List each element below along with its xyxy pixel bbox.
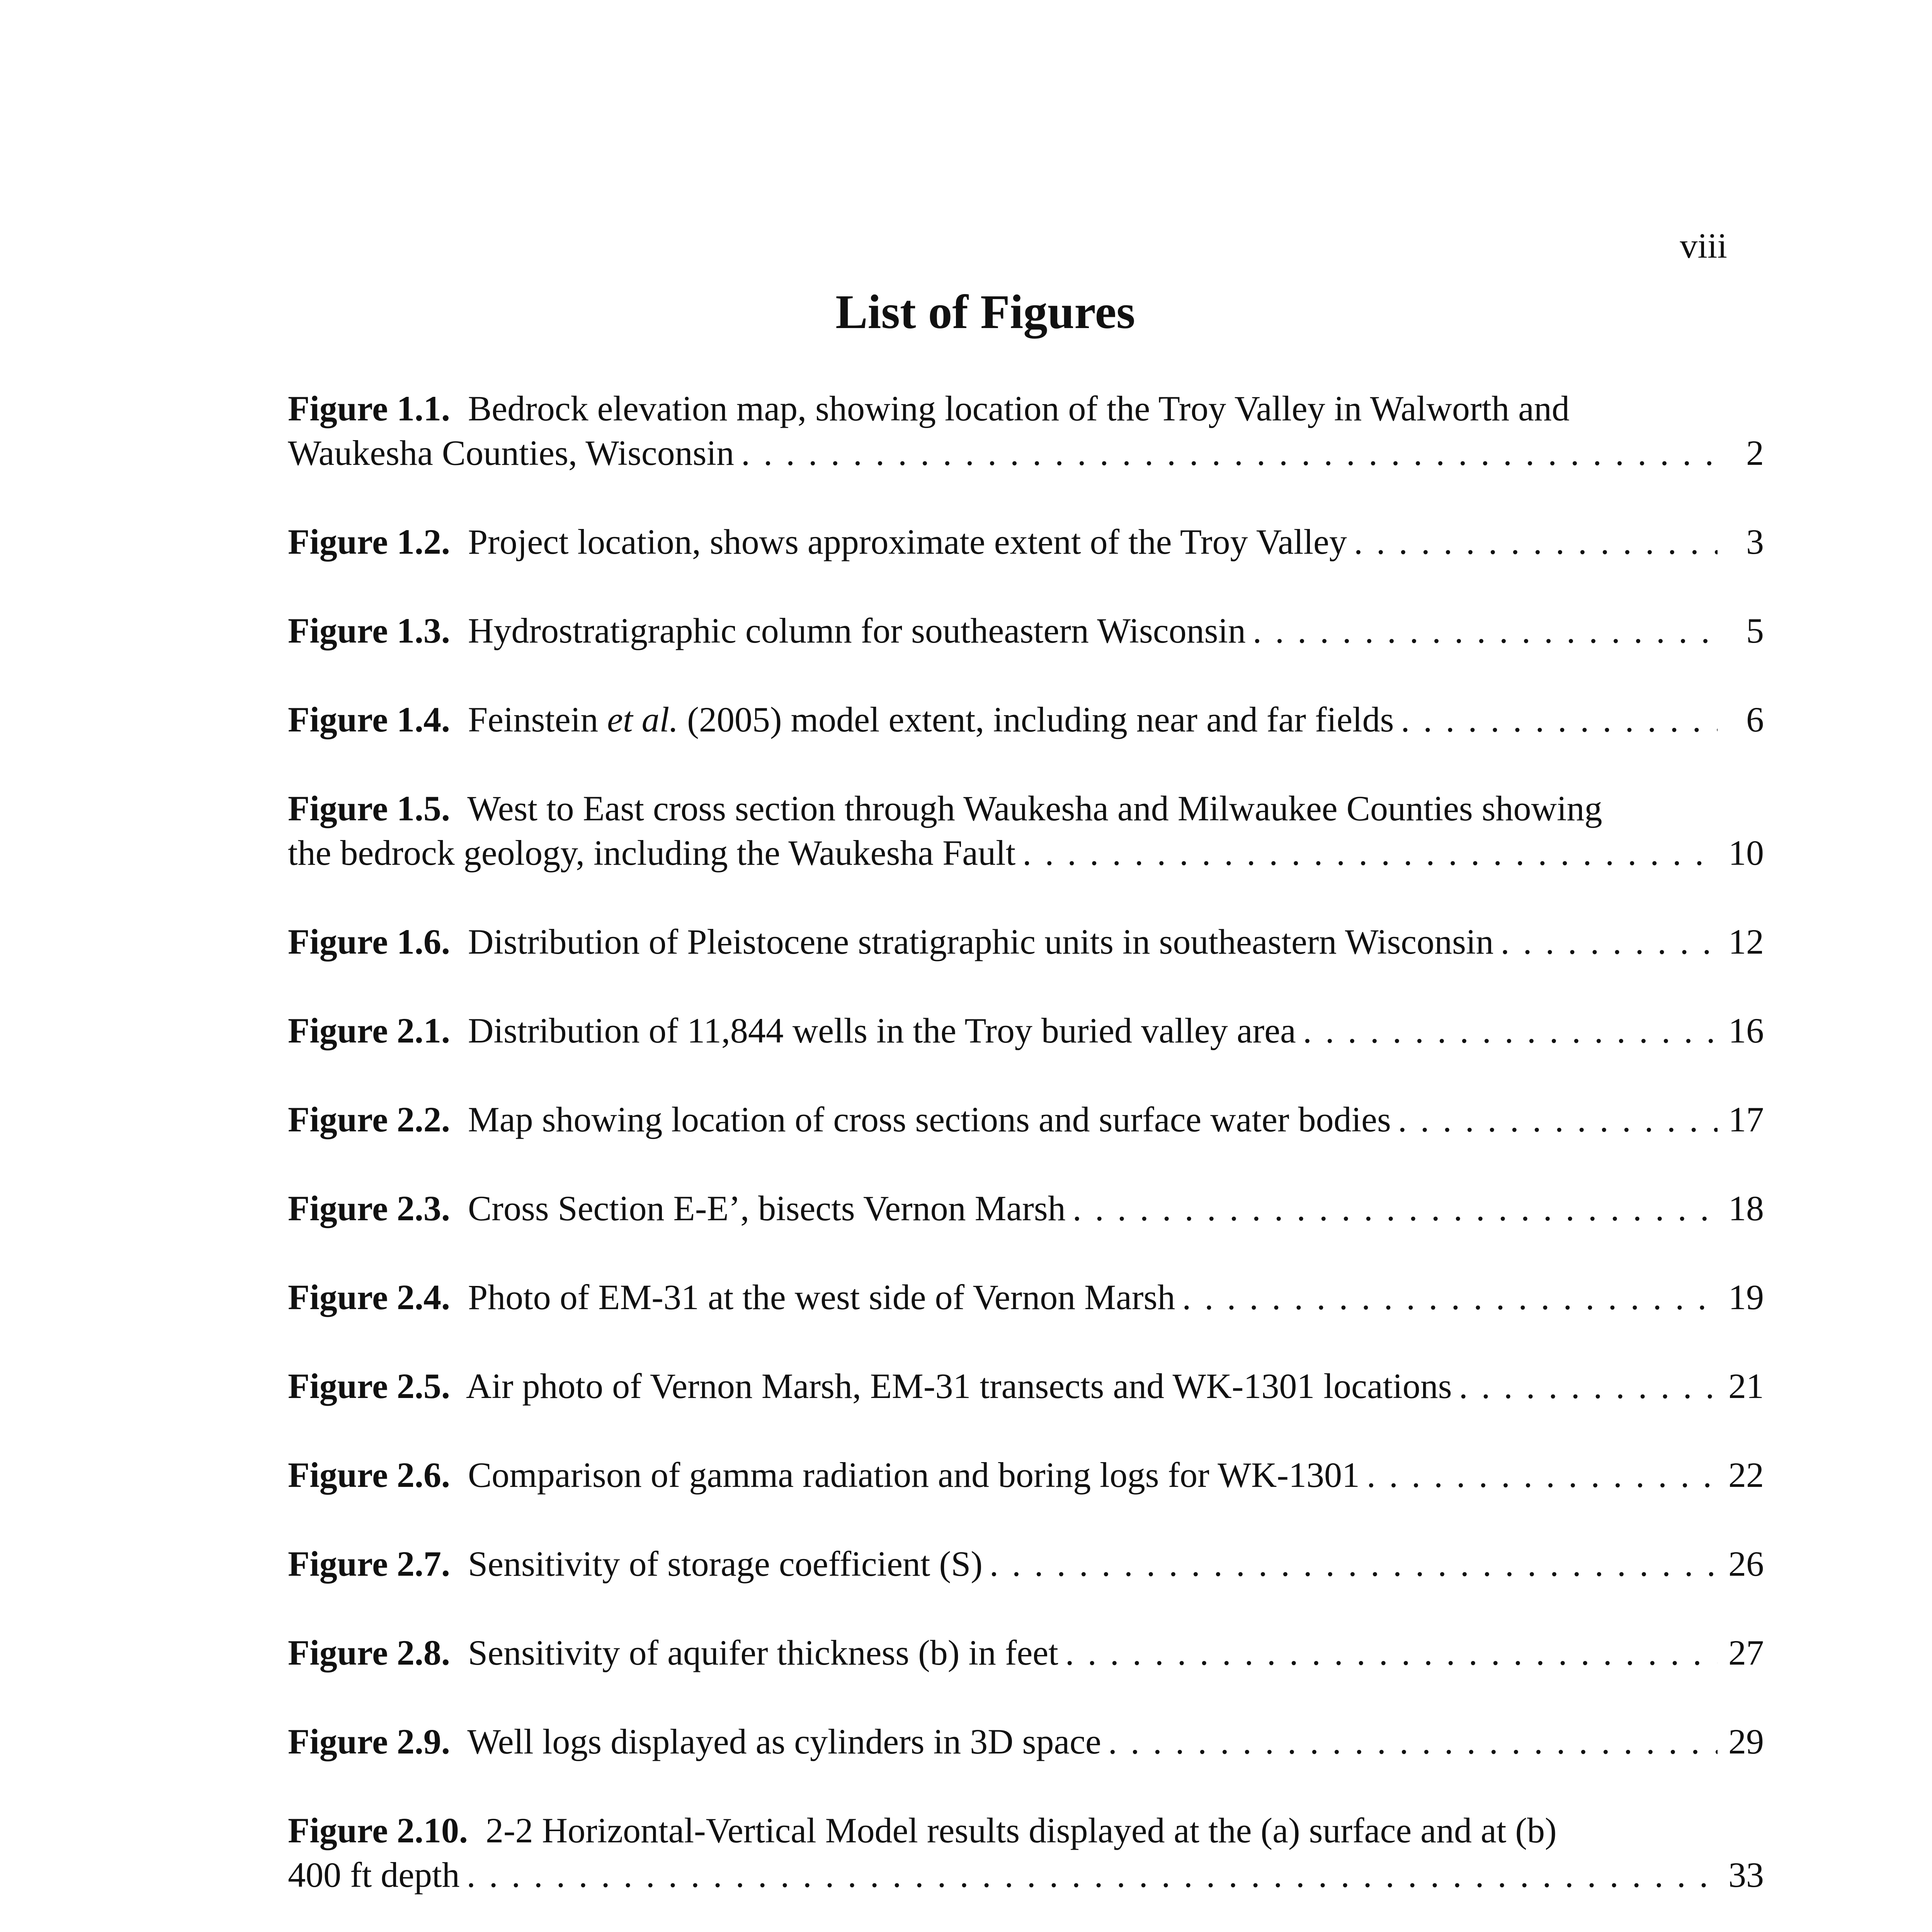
figure-caption: Map showing location of cross sections and surface water bodies bbox=[468, 1100, 1391, 1139]
figure-entry[interactable] bbox=[288, 1719, 1764, 1764]
dot-leader bbox=[1493, 920, 1718, 964]
dot-leader bbox=[1066, 1186, 1718, 1231]
figure-caption-line1: 2-2 Horizontal-Vertical Model results displayed at the (a) surface and at (b) bbox=[485, 1811, 1557, 1850]
figure-label: Figure 2.6. bbox=[288, 1455, 450, 1495]
dot-leader bbox=[983, 1542, 1718, 1586]
figure-label: Figure 2.10. bbox=[288, 1811, 468, 1850]
figure-entry-row bbox=[288, 1631, 1764, 1675]
figure-page-number: 18 bbox=[1728, 1189, 1764, 1228]
figure-entry-row bbox=[288, 1275, 1764, 1320]
figure-entry[interactable] bbox=[288, 1009, 1764, 1053]
figure-entry[interactable] bbox=[288, 1631, 1764, 1675]
dot-leader bbox=[1015, 831, 1718, 875]
figure-caption: Comparison of gamma radiation and boring logs for WK-1301 bbox=[468, 1455, 1360, 1495]
figure-label: Figure 1.2. bbox=[288, 522, 450, 561]
figure-caption: Project location, shows approximate extent of the Troy Valley bbox=[468, 522, 1347, 561]
figure-caption: Sensitivity of storage coefficient (S) bbox=[468, 1544, 983, 1583]
figure-label: Figure 2.2. bbox=[288, 1100, 450, 1139]
figure-caption-line2: Waukesha Counties, Wisconsin bbox=[288, 433, 734, 473]
figure-caption-italic: et al. bbox=[607, 700, 679, 739]
figure-caption: Cross Section E-E’, bisects Vernon Marsh bbox=[468, 1189, 1066, 1228]
figure-page-number: 17 bbox=[1728, 1100, 1764, 1139]
figure-label: Figure 2.7. bbox=[288, 1544, 450, 1583]
figure-entry[interactable] bbox=[288, 520, 1764, 564]
figure-entry-row bbox=[288, 920, 1764, 964]
figure-label: Figure 2.3. bbox=[288, 1189, 450, 1228]
figure-entry[interactable] bbox=[288, 1808, 1764, 1897]
figure-entry-row bbox=[288, 1364, 1764, 1408]
figure-page-number: 2 bbox=[1746, 433, 1764, 473]
figure-entry-row bbox=[288, 1719, 1764, 1764]
figure-caption: Photo of EM-31 at the west side of Vernon Marsh bbox=[468, 1277, 1175, 1317]
figure-page-number: 12 bbox=[1728, 922, 1764, 961]
figure-caption: Distribution of 11,844 wells in the Troy buried valley area bbox=[468, 1011, 1296, 1050]
figure-page-number: 5 bbox=[1746, 611, 1764, 650]
figure-entry-line1 bbox=[288, 786, 1764, 831]
figure-caption-line2: 400 ft depth bbox=[288, 1855, 460, 1895]
figure-caption-pre: Feinstein bbox=[468, 700, 607, 739]
figure-caption: Hydrostratigraphic column for southeastern Wisconsin bbox=[468, 611, 1246, 650]
figure-label: Figure 2.5. bbox=[288, 1366, 450, 1406]
figure-entry[interactable] bbox=[288, 1364, 1764, 1408]
figure-entry[interactable] bbox=[288, 386, 1764, 475]
figure-entry[interactable] bbox=[288, 920, 1764, 964]
figure-page-number: 27 bbox=[1728, 1633, 1764, 1672]
figure-page-number: 6 bbox=[1746, 700, 1764, 739]
figure-label: Figure 1.1. bbox=[288, 389, 450, 428]
dot-leader bbox=[734, 431, 1718, 475]
figure-label: Figure 2.8. bbox=[288, 1633, 450, 1672]
figure-entry[interactable] bbox=[288, 786, 1764, 875]
figure-page-number: 29 bbox=[1728, 1722, 1764, 1761]
figure-entry-row bbox=[288, 1853, 1764, 1897]
figure-list bbox=[288, 386, 1764, 1932]
figure-caption-post: (2005) model extent, including near and far fields bbox=[678, 700, 1394, 739]
dot-leader bbox=[1296, 1009, 1718, 1053]
page-title: List of Figures bbox=[835, 286, 1135, 339]
dot-leader bbox=[460, 1853, 1718, 1897]
dot-leader bbox=[1347, 520, 1718, 564]
figure-entry-row bbox=[288, 831, 1764, 875]
dot-leader bbox=[1391, 1097, 1718, 1142]
figure-page-number: 21 bbox=[1728, 1366, 1764, 1406]
figure-entry[interactable] bbox=[288, 697, 1764, 742]
page-number: viii bbox=[1680, 226, 1727, 265]
figure-caption-line2: the bedrock geology, including the Waukesha Fault bbox=[288, 833, 1016, 872]
figure-entry-row bbox=[288, 1542, 1764, 1586]
figure-caption: Well logs displayed as cylinders in 3D space bbox=[467, 1722, 1101, 1761]
figure-entry-row bbox=[288, 1097, 1764, 1142]
figure-caption-line1: West to East cross section through Waukesha and Milwaukee Counties showing bbox=[467, 789, 1602, 828]
figure-label: Figure 1.5. bbox=[288, 789, 450, 828]
dot-leader bbox=[1246, 609, 1718, 653]
figure-entry[interactable] bbox=[288, 1275, 1764, 1320]
figure-page-number: 22 bbox=[1728, 1455, 1764, 1495]
figure-entry-row bbox=[288, 520, 1764, 564]
figure-entry-row bbox=[288, 697, 1764, 742]
figure-page-number: 16 bbox=[1728, 1011, 1764, 1050]
figure-entry[interactable] bbox=[288, 1542, 1764, 1586]
figure-entry[interactable] bbox=[288, 1186, 1764, 1231]
dot-leader bbox=[1360, 1453, 1718, 1497]
figure-label: Figure 2.1. bbox=[288, 1011, 450, 1050]
figure-entry[interactable] bbox=[288, 1097, 1764, 1142]
figure-entry-row bbox=[288, 1453, 1764, 1497]
figure-entry-row bbox=[288, 609, 1764, 653]
figure-page-number: 19 bbox=[1728, 1277, 1764, 1317]
figure-entry-row bbox=[288, 1009, 1764, 1053]
figure-page-number: 3 bbox=[1746, 522, 1764, 561]
figure-label: Figure 1.6. bbox=[288, 922, 450, 961]
figure-page-number: 33 bbox=[1728, 1855, 1764, 1895]
figure-caption: Distribution of Pleistocene stratigraphic units in southeastern Wisconsin bbox=[468, 922, 1494, 961]
dot-leader bbox=[1394, 697, 1718, 742]
figure-entry[interactable] bbox=[288, 1453, 1764, 1497]
figure-entry-line1 bbox=[288, 1808, 1764, 1853]
dot-leader bbox=[1101, 1719, 1718, 1764]
dot-leader bbox=[1175, 1275, 1718, 1320]
figure-page-number: 10 bbox=[1728, 833, 1764, 872]
figure-entry-row bbox=[288, 431, 1764, 475]
figure-caption: Air photo of Vernon Marsh, EM-31 transects and WK-1301 locations bbox=[466, 1366, 1452, 1406]
figure-label: Figure 2.9. bbox=[288, 1722, 450, 1761]
dot-leader bbox=[1058, 1631, 1718, 1675]
figure-caption: Sensitivity of aquifer thickness (b) in feet bbox=[468, 1633, 1058, 1672]
figure-label: Figure 2.4. bbox=[288, 1277, 450, 1317]
figure-entry[interactable] bbox=[288, 609, 1764, 653]
figure-label: Figure 1.3. bbox=[288, 611, 450, 650]
figure-caption-line1: Bedrock elevation map, showing location of the Troy Valley in Walworth and bbox=[468, 389, 1570, 428]
figure-entry-line1 bbox=[288, 386, 1764, 431]
dot-leader bbox=[1452, 1364, 1718, 1408]
figure-entry-row bbox=[288, 1186, 1764, 1231]
figure-page-number: 26 bbox=[1728, 1544, 1764, 1583]
figure-label: Figure 1.4. bbox=[288, 700, 450, 739]
